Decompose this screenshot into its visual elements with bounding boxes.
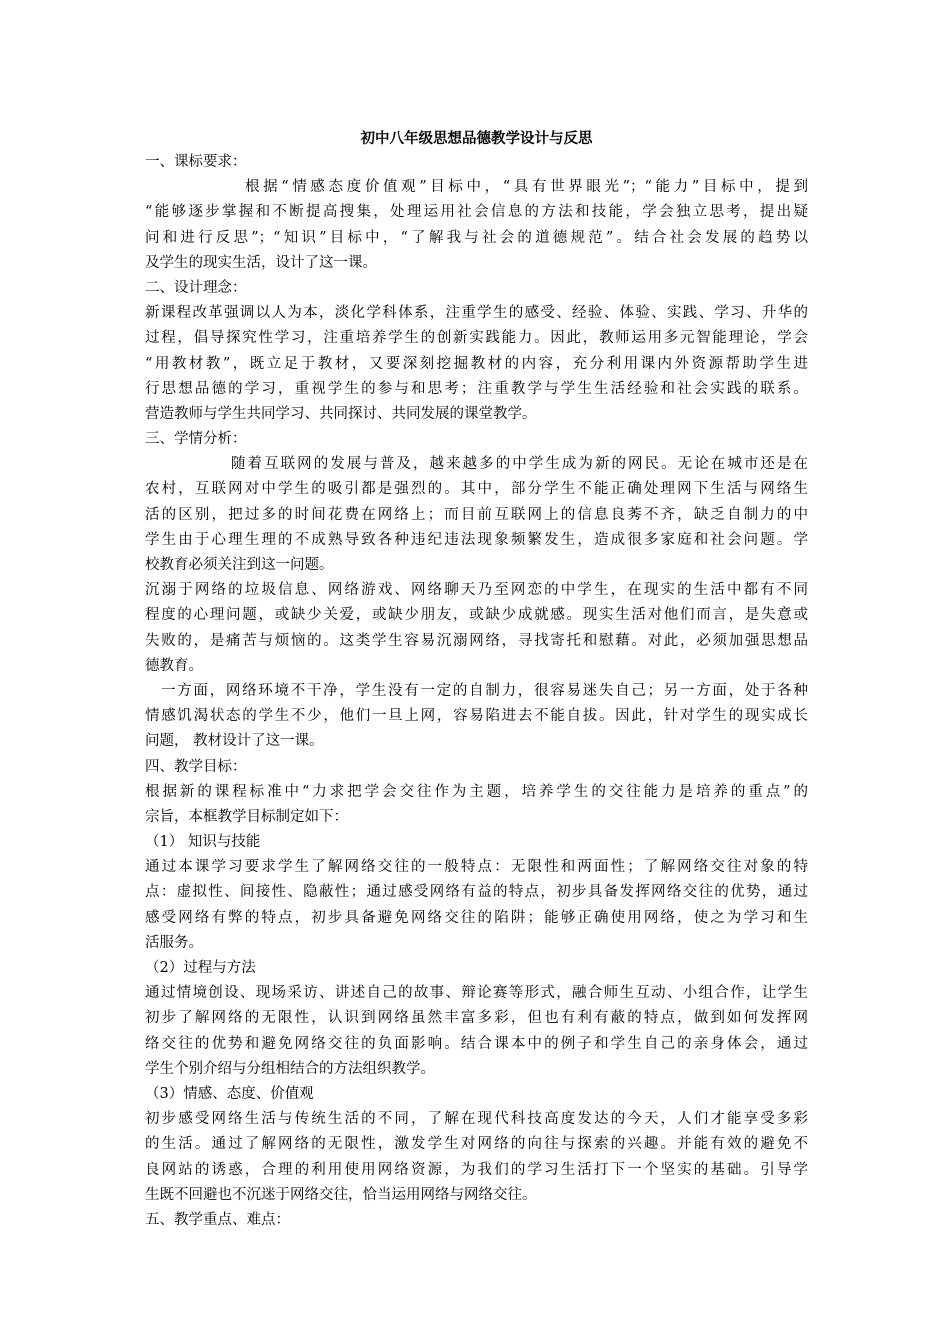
text-line: 初步了解网络的无限性，认识到网络虽然丰富多彩，但也有利有蔽的特点，做到如何发挥网 — [145, 1010, 808, 1027]
text-line: 通过情境创设、现场采访、讲述自己的故事、辩论赛等形式，融合师生互动、小组合作，让学生 — [145, 985, 808, 1002]
text-line: 根据“情感态度价值观”目标中，“具有世界眼光”；“能力”目标中，提到 — [245, 179, 808, 196]
text-line: 一方面，网络环境不干净，学生没有一定的自制力，很容易迷失自己；另一方面，处于各种 — [161, 682, 808, 699]
paragraph — [145, 1107, 808, 1208]
text-line: 良网站的诱惑，合理的利用使用网络资源，为我们的学习生活打下一个坚实的基础。引导学 — [145, 1161, 808, 1178]
section-heading: 五、教学重点、难点： — [145, 1211, 290, 1228]
text-line: 营造教师与学生共同学习、共同探讨、共同发展的课堂教学。 — [145, 405, 537, 422]
section-heading: 四、教学目标： — [145, 758, 247, 775]
document-title: 初中八年级思想品德教学设计与反思 — [360, 130, 593, 147]
text-line: 行思想品德的学习，重视学生的参与和思考；注重教学与学生生活经验和社会实践的联系。 — [145, 380, 808, 397]
text-line: 校教育必须关注到这一问题。 — [145, 557, 334, 573]
section-heading: 一、课标要求： — [145, 154, 247, 170]
text-line: 宗旨，本框教学目标制定如下： — [145, 808, 348, 825]
text-line: 新课程改革强调以人为本，淡化学科体系，注重学生的感受、经验、体验、实践、学习、升华的 — [145, 305, 808, 322]
paragraph — [145, 452, 808, 578]
section-heading: 三、学情分析： — [145, 431, 247, 448]
paragraph — [145, 301, 808, 427]
text-line: 活服务。 — [145, 934, 203, 951]
text-line: 沉溺于网络的垃圾信息、网络游戏、网络聊天乃至网恋的中学生，在现实的生活中都有不同 — [145, 582, 808, 599]
paragraph — [145, 679, 808, 755]
text-line: “能够逐步掌握和不断提高搜集，处理运用社会信息的方法和技能，学会独立思考，提出疑 — [145, 204, 808, 221]
text-line: 通过本课学习要求学生了解网络交往的一般特点：无限性和两面性；了解网络交往对象的特 — [145, 859, 808, 876]
text-line: 程度的心理问题，或缺少关爱，或缺少朋友，或缺少成就感。现实生活对他们而言，是失意或 — [145, 607, 808, 624]
text-line: 德教育。 — [145, 657, 203, 674]
text-line: 过程，倡导探究性学习，注重培养学生的创新实践能力。因此，教师运用多元智能理论，学会 — [145, 330, 808, 347]
text-line: 络交往的优势和避免网络交往的负面影响。结合课本中的例子和学生自己的亲身体会，通过 — [145, 1035, 808, 1052]
text-line: 失败的，是痛苦与烦恼的。这类学生容易沉溺网络，寻找寄托和慰藉。对此，必须加强思想品 — [145, 632, 808, 649]
text-line: 随着互联网的发展与普及，越来越多的中学生成为新的网民。无论在城市还是在 — [231, 456, 808, 473]
text-line: 问和进行反思”；“知识”目标中，“了解我与社会的道德规范”。结合社会发展的趋势以 — [145, 229, 808, 246]
text-line: 的生活。通过了解网络的无限性，激发学生对网络的向往与探索的兴趣。并能有效的避免不 — [145, 1136, 808, 1153]
text-line: 活的区别，把过多的时间花费在网络上；而目前互联网上的信息良莠不齐，缺乏自制力的中 — [145, 506, 808, 523]
paragraph — [145, 578, 808, 679]
paragraph — [145, 855, 808, 956]
text-line: 情感饥渴状态的学生不少，他们一旦上网，容易陷进去不能自拔。因此，针对学生的现实成长 — [145, 708, 808, 725]
text-line: 初步感受网络生活与传统生活的不同，了解在现代科技高度发达的今天，人们才能享受多彩 — [145, 1111, 808, 1128]
section-heading: （2）过程与方法 — [145, 960, 256, 976]
section-heading: 二、设计理念： — [145, 279, 247, 296]
section-heading: （3）情感、态度、价值观 — [145, 1085, 314, 1102]
text-line: 农村，互联网对中学生的吸引都是强烈的。其中，部分学生不能正确处理网下生活与网络生 — [145, 481, 808, 498]
section-heading: （1） 知识与技能 — [145, 834, 261, 851]
text-line: 生既不回避也不沉迷于网络交往，恰当运用网络与网络交往。 — [145, 1186, 537, 1203]
document-blocks — [145, 150, 808, 1233]
text-line: 学生个别介绍与分组相结合的方法组织教学。 — [145, 1060, 435, 1077]
paragraph — [145, 175, 808, 276]
text-line: 点：虚拟性、间接性、隐蔽性；通过感受网络有益的特点，初步具备发挥网络交往的优势，通过 — [145, 884, 808, 901]
text-line: 问题， 教材设计了这一课。 — [145, 733, 324, 750]
document-body — [145, 128, 808, 1233]
paragraph — [145, 981, 808, 1082]
text-line: 根据新的课程标准中“力求把学会交往作为主题，培养学生的交往能力是培养的重点”的 — [145, 783, 808, 800]
paragraph — [145, 780, 808, 830]
text-line: 感受网络有弊的特点，初步具备避免网络交往的陷阱；能够正确使用网络，使之为学习和生 — [145, 909, 808, 926]
text-line: 及学生的现实生活，设计了这一课。 — [145, 254, 377, 271]
text-line: 学生由于心理生理的不成熟导致各种违纪违法现象频繁发生，造成很多家庭和社会问题。学 — [145, 531, 808, 548]
text-line: “用教材教”，既立足于教材，又要深刻挖掘教材的内容，充分利用课内外资源帮助学生进 — [145, 355, 808, 372]
